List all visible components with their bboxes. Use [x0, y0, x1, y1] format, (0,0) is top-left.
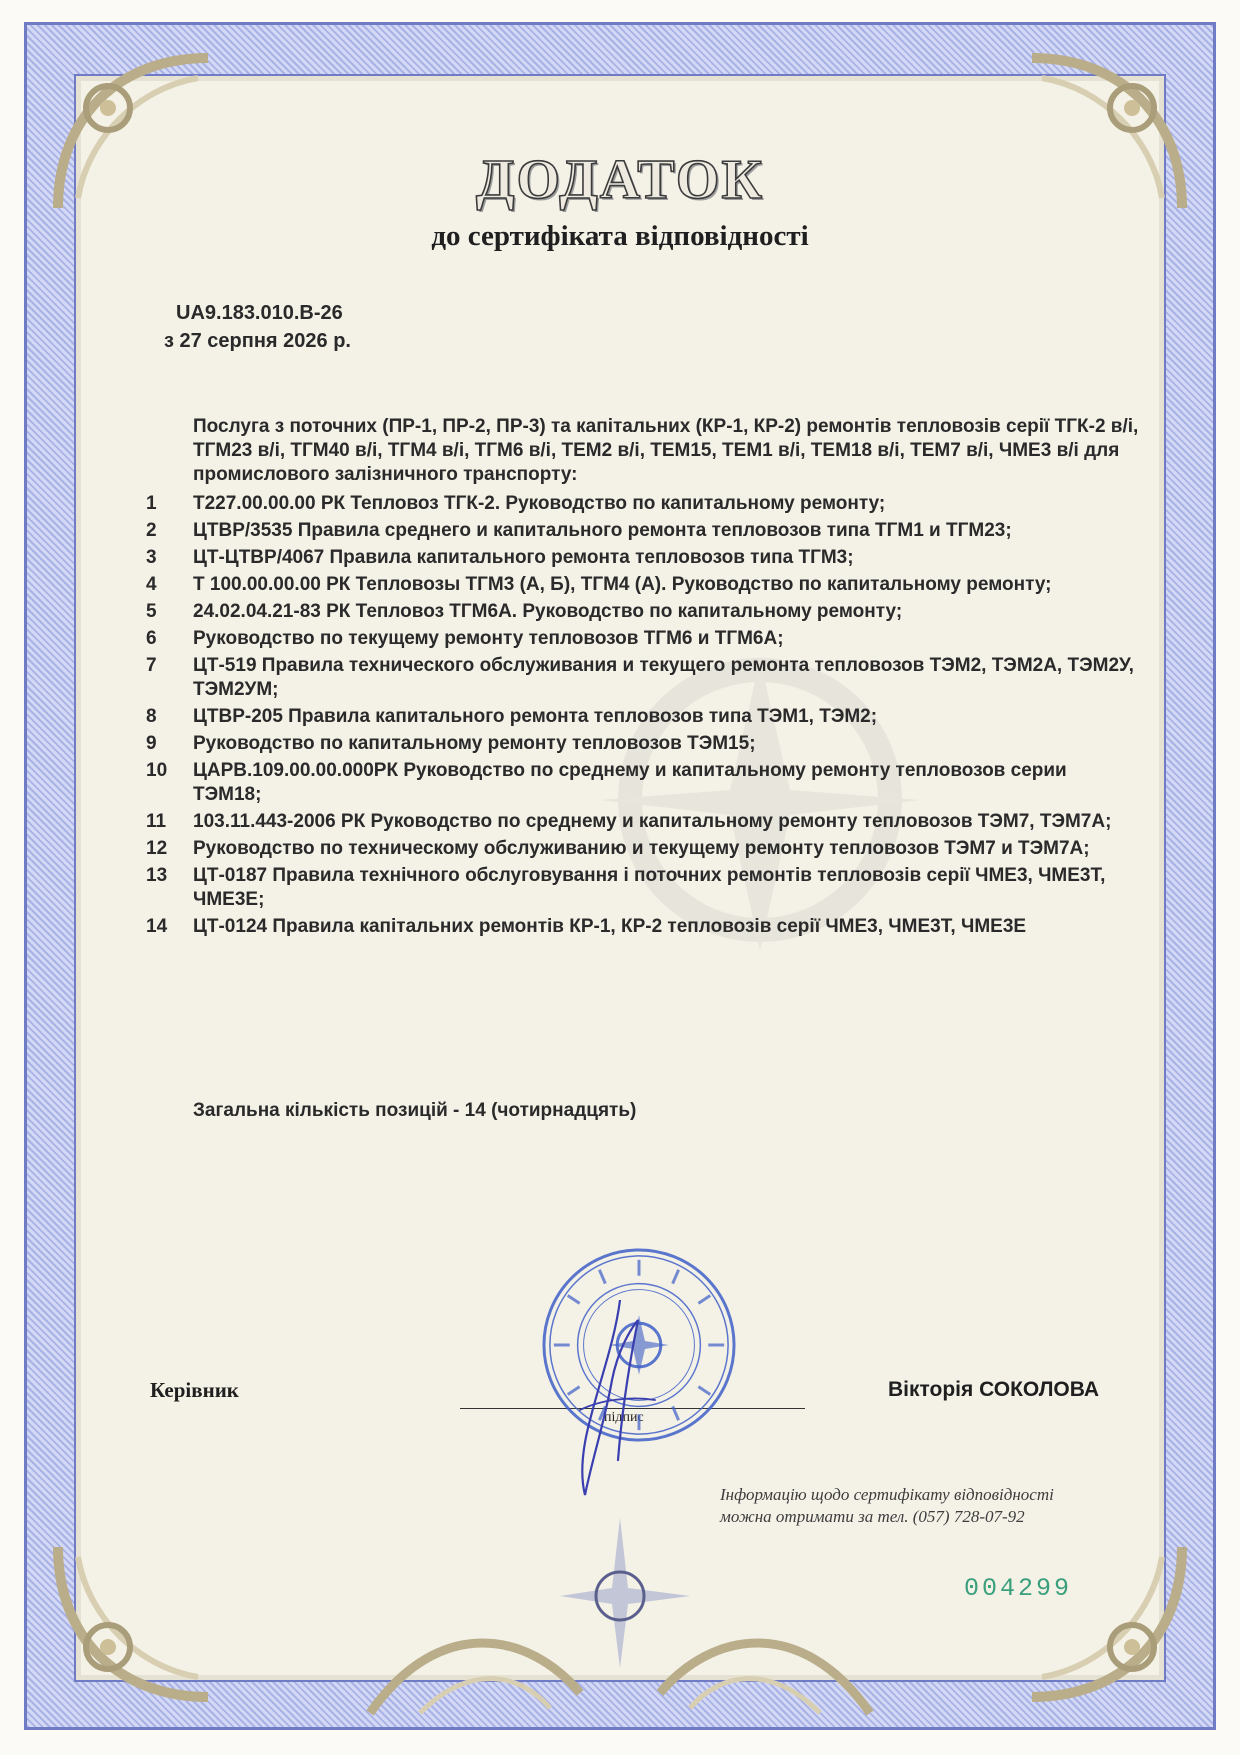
list-item	[140, 546, 1140, 570]
item-number: 9	[146, 733, 157, 754]
brt-logo-icon	[560, 1518, 700, 1668]
item-text: ЦТ-ЦТВР/4067 Правила капитального ремонта тепловозов типа ТГМ3;	[193, 547, 854, 568]
list-item	[140, 573, 1140, 597]
total-positions: Загальна кількість позицій - 14 (чотирнадцять)	[193, 1100, 637, 1121]
item-number: 6	[146, 628, 157, 649]
document-subtitle: до сертифіката відповідності	[431, 220, 809, 252]
certificate-info	[720, 1484, 1140, 1528]
list-item	[140, 627, 1140, 651]
item-text: ЦТВР-205 Правила капитального ремонта тепловозов типа ТЭМ1, ТЭМ2;	[193, 706, 878, 727]
item-number: 12	[146, 838, 168, 859]
item-text: Т 100.00.00.00 РК Тепловозы ТГМ3 (А, Б), ТГМ4 (А). Руководство по капитальному ремонту;	[193, 574, 1052, 595]
item-text: Т227.00.00.00 РК Тепловоз ТГК-2. Руководство по капитальному ремонту;	[193, 493, 886, 514]
list-item	[140, 732, 1140, 756]
item-number: 13	[146, 865, 168, 886]
list-item	[140, 864, 1140, 912]
list-item	[140, 492, 1140, 516]
list-item	[140, 654, 1140, 702]
list-item	[140, 837, 1140, 861]
item-text: 103.11.443-2006 РК Руководство по среднему и капитальному ремонту тепловозов ТЭМ7, ТЭМ7А;	[193, 811, 1112, 832]
item-text: Руководство по техническому обслуживанию и текущему ремонту тепловозов ТЭМ7 и ТЭМ7А;	[193, 838, 1090, 859]
serial-number: 004299	[964, 1574, 1073, 1603]
list-item	[140, 915, 1140, 939]
item-number: 1	[146, 493, 157, 514]
item-number: 10	[146, 760, 168, 781]
item-text: ЦТВР/3535 Правила среднего и капитального ремонта тепловозов типа ТГМ1 и ТГМ23;	[193, 520, 1012, 541]
signer-role: Керівник	[150, 1378, 239, 1402]
certificate-info-line: Інформацію щодо сертифікату відповідності	[720, 1485, 1054, 1504]
item-number: 5	[146, 601, 157, 622]
signer-name: Вікторія СОКОЛОВА	[888, 1378, 1100, 1401]
list-item	[140, 705, 1140, 729]
item-number: 2	[146, 520, 157, 541]
item-number: 14	[146, 916, 168, 937]
handwritten-signature-icon	[560, 1300, 670, 1500]
item-text: Руководство по капитальному ремонту тепловозов ТЭМ15;	[193, 733, 756, 754]
item-number: 7	[146, 655, 157, 676]
item-number: 8	[146, 706, 157, 727]
item-number: 3	[146, 547, 157, 568]
certificate-number: UA9.183.010.B-26	[176, 302, 343, 324]
certificate-info-phone: можна отримати за тел. (057) 728-07-92	[720, 1507, 1025, 1526]
certificate-date: з 27 серпня 2026 р.	[164, 330, 351, 352]
item-text: Руководство по текущему ремонту тепловозов ТГМ6 и ТГМ6А;	[193, 628, 784, 649]
list-item	[140, 810, 1140, 834]
list-item	[140, 519, 1140, 543]
item-number: 11	[146, 811, 167, 832]
service-description: Послуга з поточних (ПР-1, ПР-2, ПР-3) та капітальних (КР-1, КР-2) ремонтів тепловозів серії ТГК-2 в/і, ТГМ23 в/і, ТГМ40 в/і, ТГМ4 в/і, ТГМ6 в/і, ТЕМ2 в/і, ТЕМ15, ТЕМ1 в/і, ТЕМ18 в/і, ТЕМ7 в/і, ЧМЕ3 в/і для промислового залізничного транспорту:	[193, 416, 1139, 485]
item-text: ЦТ-0187 Правила технічного обслуговування і поточних ремонтів тепловозів серії ЧМЕ3, ЧМЕ3Т, ЧМЕ3Е;	[193, 865, 1106, 910]
item-text: 24.02.04.21-83 РК Тепловоз ТГМ6А. Руководство по капитальному ремонту;	[193, 601, 903, 622]
document-title: ДОДАТОК	[475, 149, 765, 211]
item-number: 4	[146, 574, 157, 595]
item-text: ЦТ-0124 Правила капітальних ремонтів КР-1, КР-2 тепловозів серії ЧМЕ3, ЧМЕ3Т, ЧМЕ3Е	[193, 916, 1027, 937]
item-text: ЦАРВ.109.00.00.000РК Руководство по среднему и капитальному ремонту тепловозов серии ТЭМ18;	[193, 760, 1067, 805]
signature-caption: підпис	[604, 1410, 644, 1425]
normative-document-list	[140, 492, 1140, 942]
corner-ornament-icon	[1022, 1537, 1192, 1707]
list-item	[140, 759, 1140, 807]
corner-ornament-icon	[48, 1537, 218, 1707]
list-item	[140, 600, 1140, 624]
item-text: ЦТ-519 Правила технического обслуживания и текущего ремонта тепловозов ТЭМ2, ТЭМ2А, ТЭМ2У, ТЭМ2УМ;	[193, 655, 1134, 700]
